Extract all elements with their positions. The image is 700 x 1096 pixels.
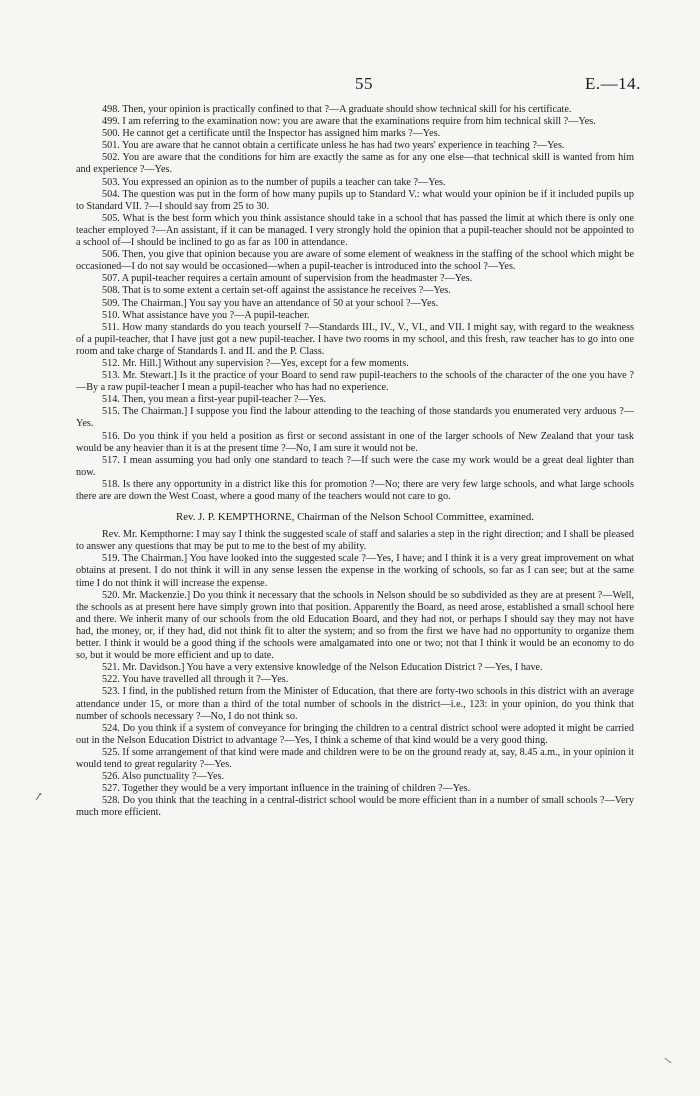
paragraph-503: 503. You expressed an opinion as to the number of pupils a teacher can take ?—Yes. — [102, 176, 446, 188]
paragraph-500: 500. He cannot get a certificate until the Inspector has assigned him marks ?—Yes. — [102, 128, 441, 140]
paragraph-510: 510. What assistance have you ?—A pupil-teacher. — [102, 309, 310, 321]
paragraph-508: 508. That is to some extent a certain set-off against the assistance he receives ?—Yes. — [102, 285, 451, 297]
paragraph-499: 499. I am referring to the examination now: you are aware that the examinations require from him technical skill ?—Yes. — [102, 116, 596, 128]
paragraph-504: 504. The question was put in the form of how many pupils up to Standard V.: what would your opinion be if it included pupils up to Standard VII. ?—I should say from 25 to 30. — [76, 188, 634, 212]
paragraph-514: 514. Then, you mean a first-year pupil-teacher ?—Yes. — [102, 394, 326, 406]
margin-fleck — [664, 1058, 671, 1063]
paragraph-518: 518. Is there any opportunity in a district like this for promotion ?—No; there are very few large schools, and what large schools there are are down the West Coast, where a good many of the teachers would not care to go. — [76, 478, 634, 502]
paragraph-513: 513. Mr. Stewart.] Is it the practice of your Board to send raw pupil-teachers to the schools of the character of the one you have ?—By a raw pupil-teacher I mean a pupil-teacher who has had no experience. — [76, 370, 634, 394]
paragraph-524: 524. Do you think if a system of conveyance for bringing the children to a central district school were adopted it might be carried out in the Nelson Education District to advantage ?—Yes, I think a scheme of that kind would be a very good thing. — [76, 722, 634, 746]
paragraph-507: 507. A pupil-teacher requires a certain amount of supervision from the headmaster ?—Yes. — [102, 273, 473, 285]
margin-mark: ↗ — [33, 790, 45, 804]
paragraph-526: 526. Also punctuality ?—Yes. — [102, 771, 225, 783]
paragraph-509: 509. The Chairman.] You say you have an attendance of 50 at your school ?—Yes. — [102, 297, 439, 309]
paragraph-522: 522. You have travelled all through it ?—Yes. — [102, 674, 289, 686]
paragraph-523: 523. I find, in the published return from the Minister of Education, that there are forty-two schools in this district with an average attendance under 15, or more than a third of the total number of schools in the district—i.e., 123: in your opinion, do you think that number of schools necessary ?—No, I do not think so. — [76, 686, 634, 722]
paragraph-502: 502. You are aware that the conditions for him are exactly the same as for any one else—that technical skill is wanted from him and experience ?—Yes. — [76, 152, 634, 176]
witness-heading: Rev. J. P. KEMPTHORNE, Chairman of the Nelson School Committee, examined. — [176, 511, 534, 524]
paragraph-501: 501. You are aware that he cannot obtain a certificate unless he has had two years' experience in teaching ?—Yes. — [102, 140, 565, 152]
page-number: 55 — [355, 74, 373, 93]
paragraph-517: 517. I mean assuming you had only one standard to teach ?—If such were the case my work would be a great deal lighter than now. — [76, 454, 634, 478]
paragraph-505: 505. What is the best form which you think assistance should take in a school that has passed the limit at which there is only one teacher employed ?—An assistant, if it can be managed. I very strongly hold the opinion that a pupil-teacher should not be appointed to a school of—I should be inclined to go as far as 100 in attendance. — [76, 212, 634, 249]
document-body — [76, 104, 634, 819]
paragraph-516: 516. Do you think if you held a position as first or second assistant in one of the larger schools of New Zealand that your task would be any heavier than it is at the present time ?—No, I am sure it would not be. — [76, 430, 634, 454]
page-header — [0, 74, 700, 96]
paragraph-519: 519. The Chairman.] You have looked into the suggested scale ?—Yes, I have; and I think it is a very great improvement on what obtains at present. I do not think it will in any sense lessen the expense in the working of schools, so far as I can see; but at the same time I do not think it will increase the expense. — [76, 553, 634, 589]
paragraph-515: 515. The Chairman.] I suppose you find the labour attending to the teaching of those standards you enumerated very arduous ?—Yes. — [76, 406, 634, 430]
paragraph-521: 521. Mr. Davidson.] You have a very extensive knowledge of the Nelson Education District ? —Yes, I have. — [102, 662, 543, 674]
paragraph-506: 506. Then, you give that opinion because you are aware of some element of weakness in the staffing of the school which might be occasioned—I do not say would be occasioned—when a pupil-teacher is introduced into the school ?—Yes. — [76, 249, 634, 273]
paragraph-511: 511. How many standards do you teach yourself ?—Standards III., IV., V., VI., and VII. I might say, with regard to the weakness of a pupil-teacher, that I have just got a new pupil-teacher. I have two rooms in my school, and this fresh, raw teacher has to go into one room and take charge of Standards I. and II. and the P. Class. — [76, 321, 634, 357]
paragraph-527: 527. Together they would be a very important influence in the training of children ?—Yes. — [102, 783, 471, 795]
document-series: E.—14. — [585, 74, 641, 93]
paragraph-520: 520. Mr. Mackenzie.] Do you think it necessary that the schools in Nelson should be so subdivided as they are at present ?—Well, the schools as at present here have simply grown into that position. Apparently the Board, as need arose, established a small school here and there. We inherit many of our schools from the old Education Board, and they had not, or perhaps I should say they may not have had, the money, or, if they had, did not think fit to alter the system; and so from the first we have had no opportunity to organize them better. I think it would be a good thing if the schools were amalgamated into one or two; not that I think it would be an economy to do so, but it would be more efficient and up to date. — [76, 589, 634, 662]
paragraph-498: 498. Then, your opinion is practically confined to that ?—A graduate should show technical skill for his certificate. — [102, 104, 572, 115]
paragraph-528: 528. Do you think that the teaching in a central-district school would be more efficient than in a number of small schools ?—Very much more efficient. — [76, 795, 634, 819]
paragraph-512: 512. Mr. Hill.] Without any supervision ?—Yes, except for a few moments. — [102, 357, 409, 369]
paragraph-525: 525. If some arrangement of that kind were made and children were to be on the ground ready at, say, 8.45 a.m., in your opinion it would tend to great regularity ?—Yes. — [76, 746, 634, 770]
witness-statement: Rev. Mr. Kempthorne: I may say I think the suggested scale of staff and salaries a step in the right direction; and I shall be pleased to answer any questions that may be put to me to the best of my ability. — [76, 529, 634, 553]
